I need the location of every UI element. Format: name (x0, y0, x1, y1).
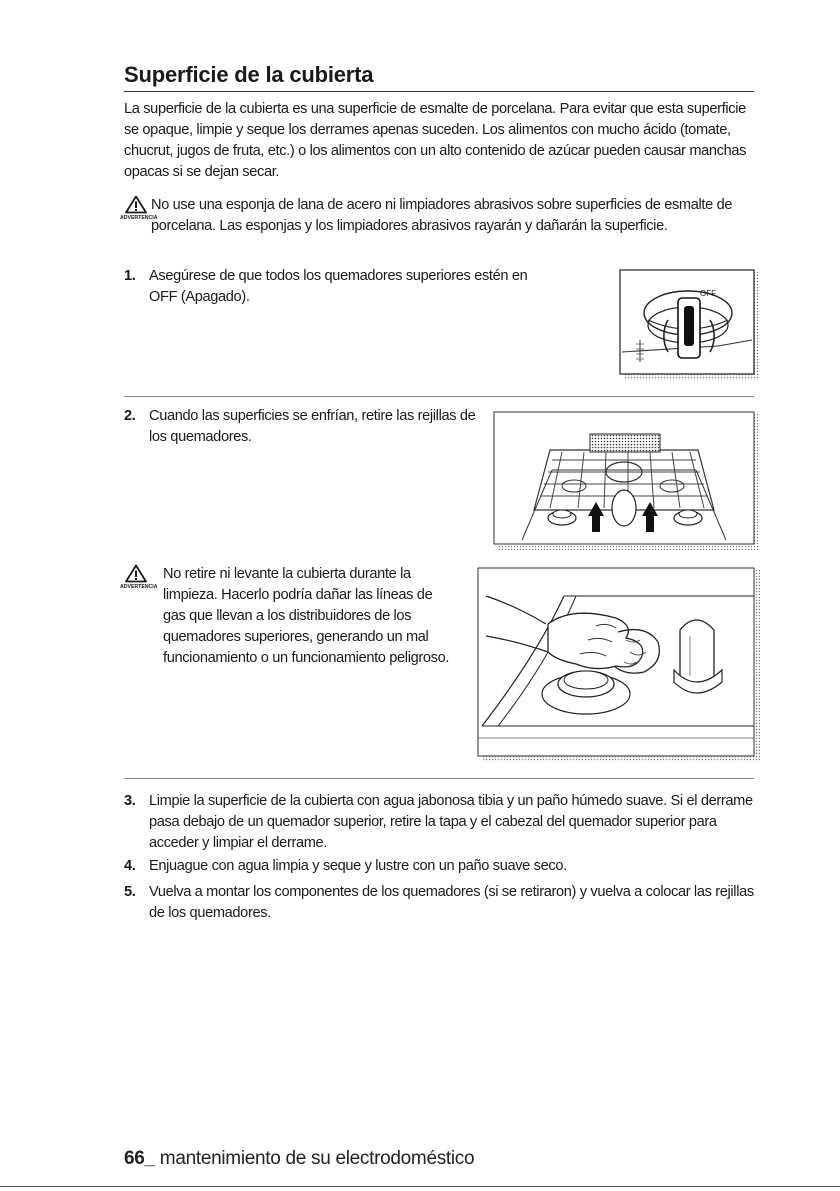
step-text: Cuando las superficies se enfrían, retire las rejillas de los quemadores. (149, 408, 476, 445)
step-number: 4. (124, 858, 136, 874)
step-text: Limpie la superficie de la cubierta con agua jabonosa tibia y un paño húmedo suave. Si el derrame pasa debajo de un quemador superior, retire la tapa y el cabezal del quemador superior para acceder y limpiar el derrame. (149, 793, 753, 851)
warning-icon (120, 195, 152, 214)
intro-paragraph: La superficie de la cubierta es una superficie de esmalte de porcelana. Para evitar que esta superficie se opaque, limpie y seque los derrames apenas suceden. Los alimentos con mucho ácido (tomate, chucrut, jugos de fruta, etc.) o los alimentos con un alto contenido de azúcar pueden causar manchas opacas si se dejan secar. (124, 101, 747, 180)
figure-grates (492, 410, 760, 550)
page-title: Superficie de la cubierta (124, 62, 754, 92)
footer-section: mantenimiento de su electrodoméstico (154, 1148, 475, 1169)
step-text: Enjuague con agua limpia y seque y lustre con un paño suave seco. (149, 858, 567, 874)
divider-1 (124, 396, 754, 397)
warning-label: ADVERTENCIA (120, 215, 158, 221)
page-footer (124, 1148, 474, 1170)
step-text: Vuelva a montar los componentes de los quemadores (si se retiraron) y vuelva a colocar las rejillas de los quemadores. (149, 884, 754, 921)
step-number: 2. (124, 408, 136, 424)
step-text: Asegúrese de que todos los quemadores superiores estén en OFF (Apagado). (149, 268, 528, 305)
step-number: 3. (124, 793, 136, 809)
warning-2-text: No retire ni levante la cubierta durante la limpieza. Hacerlo podría dañar las líneas de gas que llevan a los distribuidores de los quemadores superiores, generando un mal funcionamiento o un funcionamiento peligroso. (163, 566, 450, 666)
figure-knob-off (618, 268, 760, 380)
divider-2 (124, 778, 754, 779)
step-number: 1. (124, 268, 136, 284)
page-number: 66_ (124, 1148, 155, 1169)
knob-off-label: OFF (700, 289, 716, 298)
warning-1-text: No use una esponja de lana de acero ni limpiadores abrasivos sobre superficies de esmalte de porcelana. Las esponjas y los limpiadores abrasivos rayarán y dañarán la superficie. (151, 197, 733, 234)
figure-cleaning (476, 566, 760, 762)
bottom-border (0, 1186, 840, 1187)
warning-icon (120, 564, 152, 583)
warning-label: ADVERTENCIA (120, 584, 158, 590)
step-number: 5. (124, 884, 136, 900)
